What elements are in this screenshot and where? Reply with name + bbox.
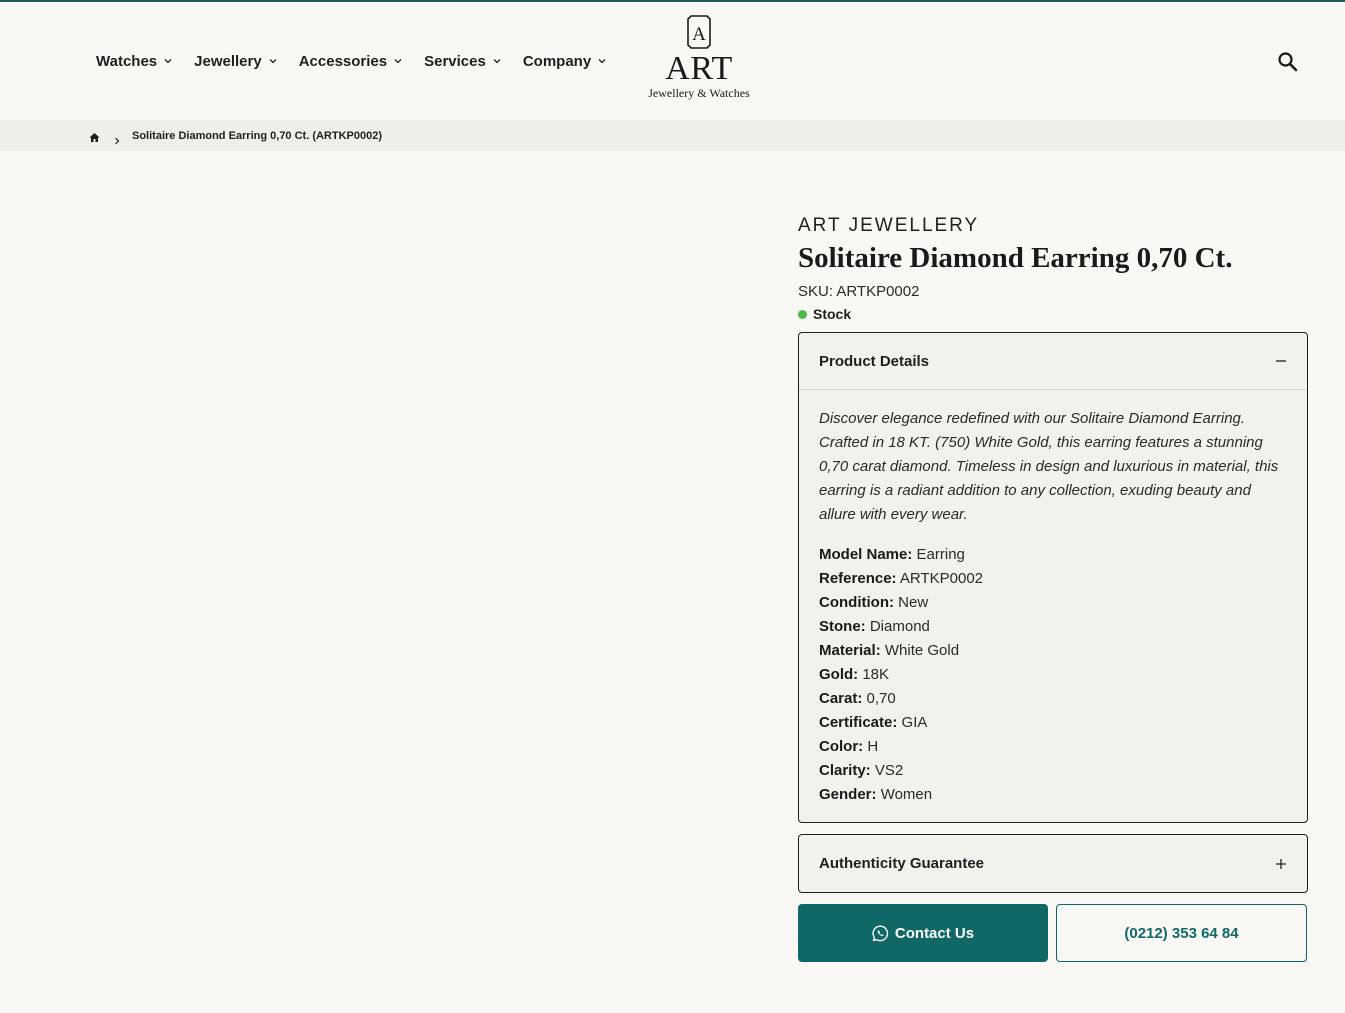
spec-row	[819, 687, 1287, 711]
spec-key: Gender:	[819, 786, 877, 803]
spec-value: New	[898, 594, 929, 611]
site-logo[interactable]	[640, 14, 758, 110]
spec-value: 0,70	[866, 690, 896, 707]
spec-value: 18K	[862, 666, 890, 683]
spec-value: VS2	[874, 762, 904, 779]
site-header	[0, 2, 1345, 120]
minus-icon	[1275, 355, 1287, 367]
stock-status	[798, 306, 1308, 322]
spec-list	[819, 543, 1287, 807]
contact-us-button[interactable]	[798, 904, 1048, 962]
spec-key: Color:	[819, 738, 864, 755]
chevron-down-icon	[164, 57, 172, 65]
authenticity-heading: Authenticity Guarantee	[819, 855, 985, 872]
product-summary	[798, 214, 1308, 322]
nav-item-label: Jewellery	[194, 52, 262, 70]
spec-row	[819, 711, 1287, 735]
spec-row	[819, 735, 1287, 759]
breadcrumb-current: Solitaire Diamond Earring 0,70 Ct. (ARTKP0002)	[132, 129, 383, 142]
chevron-right-icon	[114, 132, 120, 140]
phone-label: (0212) 353 64 84	[1124, 924, 1239, 942]
nav-item-company[interactable]	[523, 51, 606, 71]
chevron-down-icon	[598, 57, 606, 65]
contact-us-label: Contact Us	[894, 924, 975, 942]
cta-row	[798, 904, 1308, 962]
product-details-accordion	[798, 332, 1308, 823]
product-description: Discover elegance redefined with our Solitaire Diamond Earring. Crafted in 18 KT. (750) White Gold, this earring features a stunning 0,70 carat diamond. Timeless in design and luxurious in material, this earring is a radiant addition to any collection, exuding beauty and allure with every wear.	[819, 410, 1279, 523]
spec-key: Model Name:	[819, 546, 913, 563]
nav-item-label: Company	[522, 52, 592, 70]
spec-row	[819, 663, 1287, 687]
chevron-down-icon	[269, 57, 277, 65]
product-details-body	[799, 390, 1307, 807]
spec-key: Stone:	[819, 618, 866, 635]
authenticity-toggle[interactable]	[799, 835, 1307, 892]
nav-item-label: Watches	[96, 52, 158, 70]
spec-value: Women	[880, 786, 933, 803]
spec-key: Material:	[819, 642, 881, 659]
spec-row	[819, 591, 1287, 615]
logo-mark-icon	[686, 14, 712, 50]
spec-row	[819, 639, 1287, 663]
spec-key: Reference:	[819, 570, 897, 587]
spec-key: Certificate:	[819, 714, 898, 731]
phone-button[interactable]	[1056, 904, 1307, 962]
whatsapp-icon	[872, 925, 889, 942]
search-button[interactable]	[1277, 51, 1299, 73]
spec-row	[819, 783, 1287, 807]
spec-value: GIA	[901, 714, 928, 731]
breadcrumb	[0, 120, 1345, 151]
nav-item-services[interactable]	[424, 51, 501, 71]
product-brand: ART JEWELLERY	[798, 215, 980, 236]
spec-row	[819, 567, 1287, 591]
stock-label: Stock	[813, 306, 852, 322]
home-icon[interactable]	[89, 130, 100, 141]
svg-text:A: A	[692, 24, 706, 45]
nav-item-jewellery[interactable]	[194, 51, 277, 71]
product-title: Solitaire Diamond Earring 0,70 Ct.	[798, 242, 1233, 274]
spec-key: Clarity:	[819, 762, 871, 779]
spec-value: H	[867, 738, 879, 755]
product-sku: SKU: ARTKP0002	[798, 283, 920, 300]
nav-item-accessories[interactable]	[299, 51, 402, 71]
nav-item-label: Services	[424, 52, 486, 70]
spec-key: Gold:	[819, 666, 859, 683]
spec-row	[819, 543, 1287, 567]
plus-icon	[1275, 858, 1287, 870]
chevron-down-icon	[493, 57, 501, 65]
nav-item-watches[interactable]	[96, 51, 172, 71]
spec-row	[819, 615, 1287, 639]
product-details-toggle[interactable]	[799, 333, 1307, 390]
spec-value: White Gold	[884, 642, 960, 659]
stock-indicator-dot	[798, 310, 807, 319]
chevron-down-icon	[394, 57, 402, 65]
nav-item-label: Accessories	[298, 52, 388, 70]
spec-key: Carat:	[819, 690, 863, 707]
spec-row	[819, 759, 1287, 783]
spec-value: Diamond	[869, 618, 930, 635]
logo-brand: ART	[665, 50, 733, 87]
spec-key: Condition:	[819, 594, 894, 611]
logo-subtitle: Jewellery & Watches	[648, 86, 750, 100]
product-details-heading: Product Details	[819, 352, 930, 370]
spec-value: Earring	[916, 546, 965, 563]
main-nav	[96, 51, 628, 71]
authenticity-accordion	[798, 834, 1308, 893]
spec-value: ARTKP0002	[899, 570, 983, 587]
search-icon	[1277, 51, 1299, 73]
